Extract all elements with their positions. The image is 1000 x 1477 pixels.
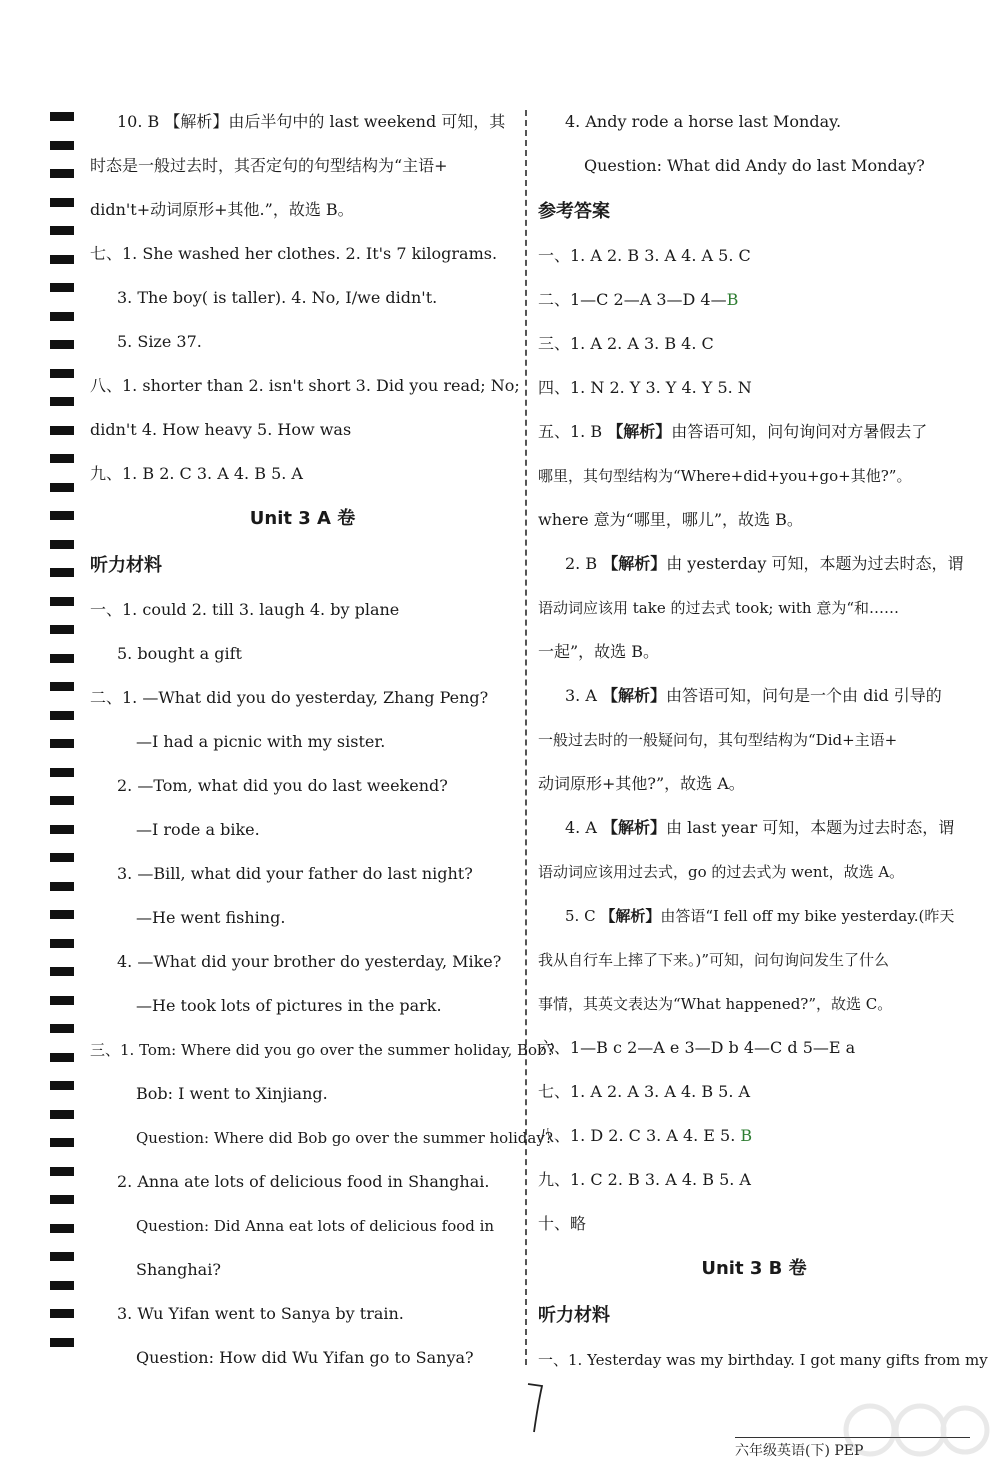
binding-mark: [50, 853, 74, 862]
section-7-line3: 5. Size 37.: [117, 332, 202, 351]
handwritten-seven-icon: [526, 1380, 546, 1435]
binding-mark: [50, 397, 74, 406]
answers-heading: 参考答案: [538, 201, 610, 222]
binding-mark: [50, 825, 74, 834]
binding-mark: [50, 141, 74, 150]
binding-mark: [50, 1053, 74, 1062]
answer-section-5-line13: 我从自行车上摔了下来。)”可知，问句询问发生了什么: [538, 951, 890, 969]
answer-section-8: [538, 1125, 752, 1147]
watermark-logo-icon: [840, 1400, 990, 1460]
answer-10-line2: 时态是一般过去时，其否定句的句型结构为“主语+: [90, 156, 448, 175]
binding-mark: [50, 483, 74, 492]
binding-mark: [50, 340, 74, 349]
analysis-label: 【解析】: [602, 554, 667, 573]
answer-section-3: 三、1. A 2. A 3. B 4. C: [538, 334, 714, 353]
answer-section-8-text: 八、1. D 2. C 3. A 4. E 5.: [538, 1126, 741, 1145]
binding-mark: [50, 1081, 74, 1090]
answer-section-5-line14: 事情，其英文表达为“What happened?”，故选 C。: [538, 995, 893, 1013]
answer-5-2-text: 由 yesterday 可知，本题为过去时态，谓: [666, 554, 964, 573]
answer-section-2: [538, 289, 738, 311]
unit-3-a-title: Unit 3 A 卷: [249, 508, 356, 529]
listening-2-line3: 2. —Tom, what did you do last weekend?: [117, 776, 448, 795]
binding-mark: [50, 1224, 74, 1233]
page-footer: 六年级英语(下) PEP: [735, 1437, 970, 1460]
analysis-label: 【解析】: [600, 907, 661, 925]
binding-mark: [50, 1195, 74, 1204]
answer-5-5-num: 5. C: [565, 907, 601, 925]
listening-heading: 听力材料: [90, 555, 162, 576]
listening-2-line8: —He took lots of pictures in the park.: [136, 996, 442, 1015]
binding-mark: [50, 1252, 74, 1261]
answer-section-4: 四、1. N 2. Y 3. Y 4. Y 5. N: [538, 378, 752, 397]
answer-section-7: 七、1. A 2. A 3. A 4. B 5. A: [538, 1082, 751, 1101]
unit-3-b-title: Unit 3 B 卷: [701, 1258, 807, 1279]
handwritten-page-number: [526, 1380, 546, 1435]
answer-5-2-num: 2. B: [565, 554, 603, 573]
listening-1-line1: 一、1. could 2. till 3. laugh 4. by plane: [90, 600, 400, 619]
binding-mark: [50, 1167, 74, 1176]
binding-mark: [50, 768, 74, 777]
answer-10-line3: didn't+动词原形+其他.”，故选 B。: [90, 200, 354, 219]
binding-mark: [50, 312, 74, 321]
listening-b-line1: 一、1. Yesterday was my birthday. I got many gifts from my: [538, 1351, 988, 1369]
answer-section-2-last: B: [726, 290, 739, 309]
answer-section-5-line2: 哪里，其句型结构为“Where+did+you+go+其他?”。: [538, 467, 912, 485]
listening-3-item4: 4. Andy rode a horse last Monday.: [565, 112, 842, 131]
binding-mark: [50, 1024, 74, 1033]
answer-section-5-line12: [565, 905, 954, 927]
answer-10-line1: 10. B 【解析】由后半句中的 last weekend 可知，其: [117, 112, 506, 131]
answer-section-5-line11: 语动词应该用过去式，go 的过去式为 went，故选 A。: [538, 863, 905, 881]
listening-2-line1: 二、1. —What did you do yesterday, Zhang Peng?: [90, 688, 489, 707]
answer-5-4-text: 由 last year 可知，本题为过去时态，谓: [666, 818, 955, 837]
listening-3-line4: 2. Anna ate lots of delicious food in Shanghai.: [117, 1172, 490, 1191]
binding-mark: [50, 1309, 74, 1318]
section-7-line1: 七、1. She washed her clothes. 2. It's 7 kilograms.: [90, 244, 498, 263]
binding-mark: [50, 1281, 74, 1290]
binding-mark: [50, 226, 74, 235]
listening-2-line2: —I had a picnic with my sister.: [136, 732, 386, 751]
listening-2-line7: 4. —What did your brother do yesterday, Mike?: [117, 952, 502, 971]
answer-5-1-text: 由答语可知，问句询问对方暑假去了: [671, 422, 928, 441]
answer-section-2-text: 二、1—C 2—A 3—D 4—: [538, 290, 727, 309]
answer-5-4-num: 4. A: [565, 818, 602, 837]
binding-mark: [50, 283, 74, 292]
answer-section-5-line1: [538, 421, 927, 443]
section-8-line1: 八、1. shorter than 2. isn't short 3. Did you read; No;: [90, 376, 520, 395]
answer-section-9: 九、1. C 2. B 3. A 4. B 5. A: [538, 1170, 751, 1189]
binding-mark: [50, 939, 74, 948]
binding-mark: [50, 739, 74, 748]
listening-b-heading: 听力材料: [538, 1305, 610, 1326]
answer-section-1: 一、1. A 2. B 3. A 4. A 5. C: [538, 246, 751, 265]
binding-mark: [50, 511, 74, 520]
answer-section-6: 六、1—B c 2—A e 3—D b 4—C d 5—E a: [538, 1038, 856, 1057]
listening-2-line6: —He went fishing.: [136, 908, 286, 927]
answer-section-5-line5: 语动词应该用 take 的过去式 took; with 意为“和……: [538, 599, 900, 617]
answer-section-8-last: B: [740, 1126, 753, 1145]
column-divider: [525, 110, 527, 1365]
watermark-shape: [840, 1400, 990, 1460]
listening-3-line3: Question: Where did Bob go over the summer holiday?: [136, 1129, 553, 1147]
binding-mark: [50, 426, 74, 435]
binding-mark: [50, 369, 74, 378]
binding-mark: [50, 967, 74, 976]
binding-mark: [50, 454, 74, 463]
analysis-label: 【解析】: [602, 818, 667, 837]
binding-mark: [50, 882, 74, 891]
listening-3-item4-question: Question: What did Andy do last Monday?: [584, 156, 925, 175]
binding-mark: [50, 625, 74, 634]
answer-5-1-num: 五、1. B: [538, 422, 608, 441]
binding-mark: [50, 169, 74, 178]
binding-mark: [50, 996, 74, 1005]
answer-section-10: 十、略: [538, 1214, 587, 1233]
answer-section-5-line4: [565, 553, 963, 575]
listening-1-line2: 5. bought a gift: [117, 644, 242, 663]
listening-3-line7: 3. Wu Yifan went to Sanya by train.: [117, 1304, 404, 1323]
answer-section-5-line8: 一般过去时的一般疑问句，其句型结构为“Did+主语+: [538, 731, 898, 749]
binding-mark: [50, 540, 74, 549]
listening-2-line5: 3. —Bill, what did your father do last night?: [117, 864, 473, 883]
answer-section-5-line10: [565, 817, 954, 839]
answer-5-3-num: 3. A: [565, 686, 602, 705]
answer-section-5-line9: 动词原形+其他?”，故选 A。: [538, 774, 745, 793]
binding-mark: [50, 112, 74, 121]
binding-mark: [50, 711, 74, 720]
binding-mark: [50, 568, 74, 577]
section-7-line2: 3. The boy( is taller). 4. No, I/we didn't.: [117, 288, 438, 307]
section-8-line2: didn't 4. How heavy 5. How was: [90, 420, 352, 439]
answer-5-3-text: 由答语可知，问句是一个由 did 引导的: [666, 686, 942, 705]
listening-2-line4: —I rode a bike.: [136, 820, 260, 839]
answer-section-5-line7: [565, 685, 942, 707]
analysis-label: 【解析】: [602, 686, 667, 705]
answer-section-5-line3: where 意为“哪里，哪儿”，故选 B。: [538, 510, 803, 529]
binding-mark: [50, 255, 74, 264]
section-9: 九、1. B 2. C 3. A 4. B 5. A: [90, 464, 303, 483]
listening-3-line8: Question: How did Wu Yifan go to Sanya?: [136, 1348, 474, 1367]
answer-section-5-line6: 一起”，故选 B。: [538, 642, 660, 661]
listening-3-line1: 三、1. Tom: Where did you go over the summer holiday, Bob?: [90, 1041, 555, 1059]
binding-mark: [50, 682, 74, 691]
binding-mark: [50, 1338, 74, 1347]
binding-mark: [50, 198, 74, 207]
binding-mark: [50, 796, 74, 805]
listening-3-line2: Bob: I went to Xinjiang.: [136, 1084, 328, 1103]
binding-mark: [50, 654, 74, 663]
listening-3-line6: Shanghai?: [136, 1260, 221, 1279]
answer-5-5-text: 由答语“I fell off my bike yesterday.(昨天: [660, 907, 955, 925]
binding-mark: [50, 1110, 74, 1119]
listening-3-line5: Question: Did Anna eat lots of delicious food in: [136, 1217, 495, 1235]
binding-mark: [50, 597, 74, 606]
analysis-label: 【解析】: [607, 422, 672, 441]
binding-mark: [50, 910, 74, 919]
binding-mark: [50, 1138, 74, 1147]
